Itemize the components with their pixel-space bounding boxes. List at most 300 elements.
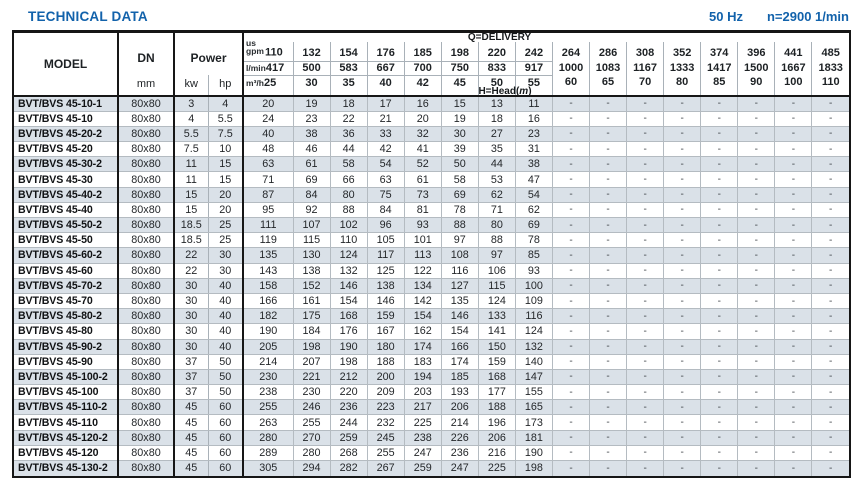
head-value-cell: 81	[404, 202, 441, 217]
flow-lmin-cell: 1417	[701, 61, 738, 75]
head-value-cell: 69	[441, 187, 478, 202]
kw-cell: 3	[174, 96, 208, 111]
empty-head-cell: -	[701, 172, 738, 187]
hp-cell: 30	[208, 263, 243, 278]
empty-head-cell: -	[701, 430, 738, 445]
empty-head-cell: -	[701, 96, 738, 111]
empty-head-cell: -	[738, 172, 775, 187]
empty-head-cell: -	[775, 309, 812, 324]
head-value-cell: 54	[367, 157, 404, 172]
empty-head-cell: -	[590, 461, 627, 476]
empty-head-cell: -	[812, 233, 849, 248]
head-value-cell: 135	[441, 293, 478, 308]
head-value-cell: 198	[293, 339, 330, 354]
kw-cell: 45	[174, 400, 208, 415]
head-value-cell: 212	[330, 369, 367, 384]
head-value-cell: 36	[330, 126, 367, 141]
head-value-cell: 159	[478, 354, 515, 369]
head-value-cell: 166	[441, 339, 478, 354]
head-value-cell: 88	[478, 233, 515, 248]
delivery-header	[243, 33, 849, 42]
head-value-cell: 71	[243, 172, 293, 187]
empty-head-cell: -	[775, 278, 812, 293]
empty-head-cell: -	[627, 430, 664, 445]
model-cell: BVT/BVS 45-20-2	[14, 126, 118, 141]
empty-head-cell: -	[775, 157, 812, 172]
flow-m3h-cell: 65	[590, 75, 627, 96]
hp-cell: 4	[208, 96, 243, 111]
empty-head-cell: -	[552, 293, 589, 308]
hp-cell: 40	[208, 309, 243, 324]
empty-head-cell: -	[812, 202, 849, 217]
empty-head-cell: -	[701, 111, 738, 126]
head-value-cell: 167	[367, 324, 404, 339]
kw-cell: 45	[174, 461, 208, 476]
empty-head-cell: -	[664, 172, 701, 187]
flow-unit-label: l/min	[246, 63, 266, 73]
empty-head-cell: -	[701, 369, 738, 384]
head-value-cell: 182	[243, 309, 293, 324]
head-value-cell: 18	[478, 111, 515, 126]
head-value-cell: 106	[478, 263, 515, 278]
empty-head-cell: -	[812, 339, 849, 354]
head-value-cell: 133	[478, 309, 515, 324]
hp-cell: 50	[208, 385, 243, 400]
empty-head-cell: -	[552, 172, 589, 187]
head-value-cell: 238	[404, 430, 441, 445]
head-value-cell: 154	[404, 309, 441, 324]
empty-head-cell: -	[590, 202, 627, 217]
head-value-cell: 93	[404, 218, 441, 233]
flow-m3h-cell: 45	[441, 75, 478, 96]
empty-head-cell: -	[738, 142, 775, 157]
empty-head-cell: -	[627, 369, 664, 384]
empty-head-cell: -	[738, 96, 775, 111]
head-value-cell: 52	[404, 157, 441, 172]
table-row	[14, 126, 849, 141]
empty-head-cell: -	[590, 430, 627, 445]
head-value-cell: 142	[404, 293, 441, 308]
head-value-cell: 280	[243, 430, 293, 445]
empty-head-cell: -	[627, 248, 664, 263]
model-cell: BVT/BVS 45-20	[14, 142, 118, 157]
flow-lmin-cell: 500	[293, 61, 330, 75]
empty-head-cell: -	[701, 309, 738, 324]
empty-head-cell: -	[552, 324, 589, 339]
head-value-cell: 165	[515, 400, 552, 415]
empty-head-cell: -	[812, 445, 849, 460]
dn-cell: 80x80	[118, 445, 174, 460]
head-value-cell: 161	[293, 293, 330, 308]
flow-lmin-cell: 750	[441, 61, 478, 75]
table-row	[14, 415, 849, 430]
head-value-cell: 78	[441, 202, 478, 217]
empty-head-cell: -	[627, 142, 664, 157]
empty-head-cell: -	[812, 172, 849, 187]
empty-head-cell: -	[664, 461, 701, 476]
head-value-cell: 150	[478, 339, 515, 354]
empty-head-cell: -	[738, 430, 775, 445]
empty-head-cell: -	[775, 385, 812, 400]
head-value-cell: 154	[330, 293, 367, 308]
head-value-cell: 188	[478, 400, 515, 415]
table-row	[14, 445, 849, 460]
flow-gpm-cell: 441	[775, 42, 812, 61]
head-value-cell: 198	[330, 354, 367, 369]
empty-head-cell: -	[701, 324, 738, 339]
head-value-cell: 116	[515, 309, 552, 324]
empty-head-cell: -	[701, 187, 738, 202]
head-value-cell: 236	[330, 400, 367, 415]
head-value-cell: 87	[243, 187, 293, 202]
hp-cell: 60	[208, 400, 243, 415]
empty-head-cell: -	[812, 293, 849, 308]
empty-head-cell: -	[738, 324, 775, 339]
head-value-cell: 101	[404, 233, 441, 248]
head-value-cell: 158	[243, 278, 293, 293]
table-row	[14, 96, 849, 111]
empty-head-cell: -	[738, 461, 775, 476]
empty-head-cell: -	[701, 202, 738, 217]
empty-head-cell: -	[775, 324, 812, 339]
dn-cell: 80x80	[118, 126, 174, 141]
head-value-cell: 206	[441, 400, 478, 415]
empty-head-cell: -	[701, 248, 738, 263]
table-row	[14, 354, 849, 369]
empty-head-cell: -	[590, 142, 627, 157]
head-value-cell: 17	[367, 96, 404, 111]
head-value-cell: 11	[515, 96, 552, 111]
head-value-cell: 63	[243, 157, 293, 172]
empty-head-cell: -	[552, 142, 589, 157]
empty-head-cell: -	[701, 339, 738, 354]
head-value-cell: 31	[515, 142, 552, 157]
flow-m3h-cell: 35	[330, 75, 367, 96]
empty-head-cell: -	[738, 263, 775, 278]
empty-head-cell: -	[552, 339, 589, 354]
hp-cell: 5.5	[208, 111, 243, 126]
head-value-cell: 75	[367, 187, 404, 202]
head-value-cell: 194	[404, 369, 441, 384]
head-value-cell: 127	[441, 278, 478, 293]
empty-head-cell: -	[812, 309, 849, 324]
model-cell: BVT/BVS 45-10	[14, 111, 118, 126]
head-value-cell: 48	[243, 142, 293, 157]
head-value-cell: 221	[293, 369, 330, 384]
model-cell: BVT/BVS 45-80-2	[14, 309, 118, 324]
hp-cell: 40	[208, 278, 243, 293]
empty-head-cell: -	[627, 324, 664, 339]
head-value-cell: 282	[330, 461, 367, 476]
empty-head-cell: -	[738, 415, 775, 430]
head-value-cell: 270	[293, 430, 330, 445]
head-value-cell: 69	[293, 172, 330, 187]
head-value-cell: 294	[293, 461, 330, 476]
model-cell: BVT/BVS 45-40-2	[14, 187, 118, 202]
empty-head-cell: -	[738, 309, 775, 324]
head-value-cell: 20	[404, 111, 441, 126]
empty-head-cell: -	[590, 218, 627, 233]
empty-head-cell: -	[775, 400, 812, 415]
flow-m3h-cell: m³/h25	[243, 75, 293, 96]
flow-m3h-row	[14, 75, 849, 96]
hp-cell: 20	[208, 202, 243, 217]
head-value-cell: 225	[478, 461, 515, 476]
head-value-cell: 190	[243, 324, 293, 339]
empty-head-cell: -	[701, 233, 738, 248]
empty-head-cell: -	[627, 445, 664, 460]
head-value-cell: 15	[441, 96, 478, 111]
empty-head-cell: -	[552, 202, 589, 217]
head-value-cell: 223	[367, 400, 404, 415]
flow-gpm-cell: 396	[738, 42, 775, 61]
head-value-cell: 259	[330, 430, 367, 445]
empty-head-cell: -	[552, 111, 589, 126]
empty-head-cell: -	[590, 369, 627, 384]
head-value-cell: 88	[330, 202, 367, 217]
table-row	[14, 324, 849, 339]
empty-head-cell: -	[664, 309, 701, 324]
empty-head-cell: -	[812, 324, 849, 339]
table-row	[14, 369, 849, 384]
flow-m3h-cell: 100	[775, 75, 812, 96]
model-cell: BVT/BVS 45-10-1	[14, 96, 118, 111]
empty-head-cell: -	[664, 385, 701, 400]
empty-head-cell: -	[738, 339, 775, 354]
gpm-unit-label: us gpm	[246, 38, 264, 56]
dn-cell: 80x80	[118, 218, 174, 233]
flow-lmin-cell: 833	[478, 61, 515, 75]
empty-head-cell: -	[664, 218, 701, 233]
hp-cell: 25	[208, 218, 243, 233]
kw-cell: 18.5	[174, 233, 208, 248]
head-value-cell: 180	[367, 339, 404, 354]
head-value-cell: 84	[293, 187, 330, 202]
head-value-cell: 92	[293, 202, 330, 217]
head-value-cell: 305	[243, 461, 293, 476]
empty-head-cell: -	[812, 187, 849, 202]
empty-head-cell: -	[552, 369, 589, 384]
head-value-cell: 263	[243, 415, 293, 430]
head-value-cell: 119	[243, 233, 293, 248]
table-row	[14, 248, 849, 263]
flow-gpm-cell: 154	[330, 42, 367, 61]
flow-m3h-cell: 55	[515, 75, 552, 96]
kw-cell: 22	[174, 248, 208, 263]
flow-m3h-cell: 70	[627, 75, 664, 96]
dn-cell: 80x80	[118, 172, 174, 187]
head-value-cell: 105	[367, 233, 404, 248]
empty-head-cell: -	[738, 400, 775, 415]
table-row	[14, 172, 849, 187]
empty-head-cell: -	[590, 96, 627, 111]
kw-cell: 37	[174, 369, 208, 384]
empty-head-cell: -	[775, 218, 812, 233]
empty-head-cell: -	[627, 218, 664, 233]
head-value-cell: 289	[243, 445, 293, 460]
hp-cell: 15	[208, 172, 243, 187]
hp-cell: 60	[208, 461, 243, 476]
table-row	[14, 142, 849, 157]
head-value-cell: 109	[515, 293, 552, 308]
empty-head-cell: -	[552, 354, 589, 369]
head-value-cell: 247	[441, 461, 478, 476]
flow-m3h-cell: 40	[367, 75, 404, 96]
empty-head-cell: -	[627, 233, 664, 248]
head-value-cell: 53	[478, 172, 515, 187]
kw-cell: 15	[174, 202, 208, 217]
head-value-cell: 247	[404, 445, 441, 460]
empty-head-cell: -	[664, 445, 701, 460]
hp-cell: 20	[208, 187, 243, 202]
empty-head-cell: -	[701, 461, 738, 476]
head-value-cell: 206	[478, 430, 515, 445]
head-value-cell: 73	[404, 187, 441, 202]
head-value-cell: 78	[515, 233, 552, 248]
empty-head-cell: -	[590, 187, 627, 202]
flow-gpm-cell: 264	[552, 42, 589, 61]
head-value-cell: 44	[330, 142, 367, 157]
kw-cell: 5.5	[174, 126, 208, 141]
head-value-cell: 132	[330, 263, 367, 278]
empty-head-cell: -	[701, 278, 738, 293]
head-value-cell: 38	[293, 126, 330, 141]
empty-head-cell: -	[812, 96, 849, 111]
empty-head-cell: -	[775, 445, 812, 460]
table-row	[14, 293, 849, 308]
head-value-cell: 22	[330, 111, 367, 126]
head-value-cell: 205	[243, 339, 293, 354]
empty-head-cell: -	[552, 385, 589, 400]
model-cell: BVT/BVS 45-40	[14, 202, 118, 217]
empty-head-cell: -	[590, 293, 627, 308]
head-value-cell: 185	[441, 369, 478, 384]
model-cell: BVT/BVS 45-100	[14, 385, 118, 400]
model-cell: BVT/BVS 45-110-2	[14, 400, 118, 415]
flow-gpm-cell: 198	[441, 42, 478, 61]
dn-cell: 80x80	[118, 111, 174, 126]
table-row	[14, 202, 849, 217]
head-value-cell: 44	[478, 157, 515, 172]
empty-head-cell: -	[701, 157, 738, 172]
flow-lmin-cell: 1000	[552, 61, 589, 75]
flow-lmin-cell: 917	[515, 61, 552, 75]
technical-data-table	[12, 30, 851, 478]
head-value-cell: 58	[441, 172, 478, 187]
flow-lmin-cell: 700	[404, 61, 441, 75]
empty-head-cell: -	[590, 172, 627, 187]
head-value-cell: 138	[367, 278, 404, 293]
head-value-cell: 69	[515, 218, 552, 233]
head-value-cell: 230	[243, 369, 293, 384]
head-value-cell: 33	[367, 126, 404, 141]
head-value-cell: 62	[515, 202, 552, 217]
model-cell: BVT/BVS 45-130-2	[14, 461, 118, 476]
empty-head-cell: -	[627, 157, 664, 172]
flow-lmin-cell: 1083	[590, 61, 627, 75]
empty-head-cell: -	[664, 430, 701, 445]
kw-cell: 45	[174, 445, 208, 460]
head-value-cell: 58	[330, 157, 367, 172]
head-value-cell: 95	[243, 202, 293, 217]
empty-head-cell: -	[775, 187, 812, 202]
head-value-cell: 188	[367, 354, 404, 369]
hp-cell: 10	[208, 142, 243, 157]
head-value-cell: 32	[404, 126, 441, 141]
head-unit-label: H=Head(m)	[478, 86, 532, 97]
empty-head-cell: -	[738, 248, 775, 263]
empty-head-cell: -	[590, 233, 627, 248]
model-cell: BVT/BVS 45-100-2	[14, 369, 118, 384]
empty-head-cell: -	[775, 248, 812, 263]
empty-head-cell: -	[664, 202, 701, 217]
empty-head-cell: -	[812, 278, 849, 293]
flow-m3h-cell: 50	[478, 75, 515, 96]
head-value-cell: 216	[478, 445, 515, 460]
head-value-cell: 16	[404, 96, 441, 111]
table-header	[14, 33, 849, 96]
model-cell: BVT/BVS 45-50	[14, 233, 118, 248]
head-value-cell: 138	[293, 263, 330, 278]
empty-head-cell: -	[590, 309, 627, 324]
empty-head-cell: -	[590, 248, 627, 263]
table-row	[14, 263, 849, 278]
kw-cell: 30	[174, 339, 208, 354]
head-value-cell: 184	[293, 324, 330, 339]
head-value-cell: 190	[330, 339, 367, 354]
head-value-cell: 214	[243, 354, 293, 369]
head-value-cell: 230	[293, 385, 330, 400]
top-bar	[0, 0, 855, 30]
empty-head-cell: -	[701, 293, 738, 308]
empty-head-cell: -	[627, 309, 664, 324]
flow-lmin-cell: 1833	[812, 61, 849, 75]
empty-head-cell: -	[701, 400, 738, 415]
empty-head-cell: -	[775, 339, 812, 354]
empty-head-cell: -	[664, 400, 701, 415]
empty-head-cell: -	[738, 385, 775, 400]
empty-head-cell: -	[552, 218, 589, 233]
head-value-cell: 23	[293, 111, 330, 126]
head-value-cell: 155	[515, 385, 552, 400]
model-cell: BVT/BVS 45-90-2	[14, 339, 118, 354]
head-value-cell: 181	[515, 430, 552, 445]
table-row	[14, 400, 849, 415]
empty-head-cell: -	[552, 126, 589, 141]
hp-cell: 60	[208, 415, 243, 430]
head-value-cell: 135	[243, 248, 293, 263]
model-cell: BVT/BVS 45-120	[14, 445, 118, 460]
empty-head-cell: -	[812, 248, 849, 263]
empty-head-cell: -	[552, 278, 589, 293]
kw-cell: 7.5	[174, 142, 208, 157]
head-value-cell: 125	[367, 263, 404, 278]
empty-head-cell: -	[627, 385, 664, 400]
empty-head-cell: -	[590, 278, 627, 293]
empty-head-cell: -	[552, 445, 589, 460]
table-row	[14, 157, 849, 172]
flow-m3h-cell: 60	[552, 75, 589, 96]
head-value-cell: 110	[330, 233, 367, 248]
head-value-cell: 245	[367, 430, 404, 445]
empty-head-cell: -	[738, 445, 775, 460]
head-value-cell: 154	[441, 324, 478, 339]
empty-head-cell: -	[812, 385, 849, 400]
dn-cell: 80x80	[118, 278, 174, 293]
dn-cell: 80x80	[118, 461, 174, 476]
empty-head-cell: -	[664, 354, 701, 369]
kw-cell: 30	[174, 293, 208, 308]
